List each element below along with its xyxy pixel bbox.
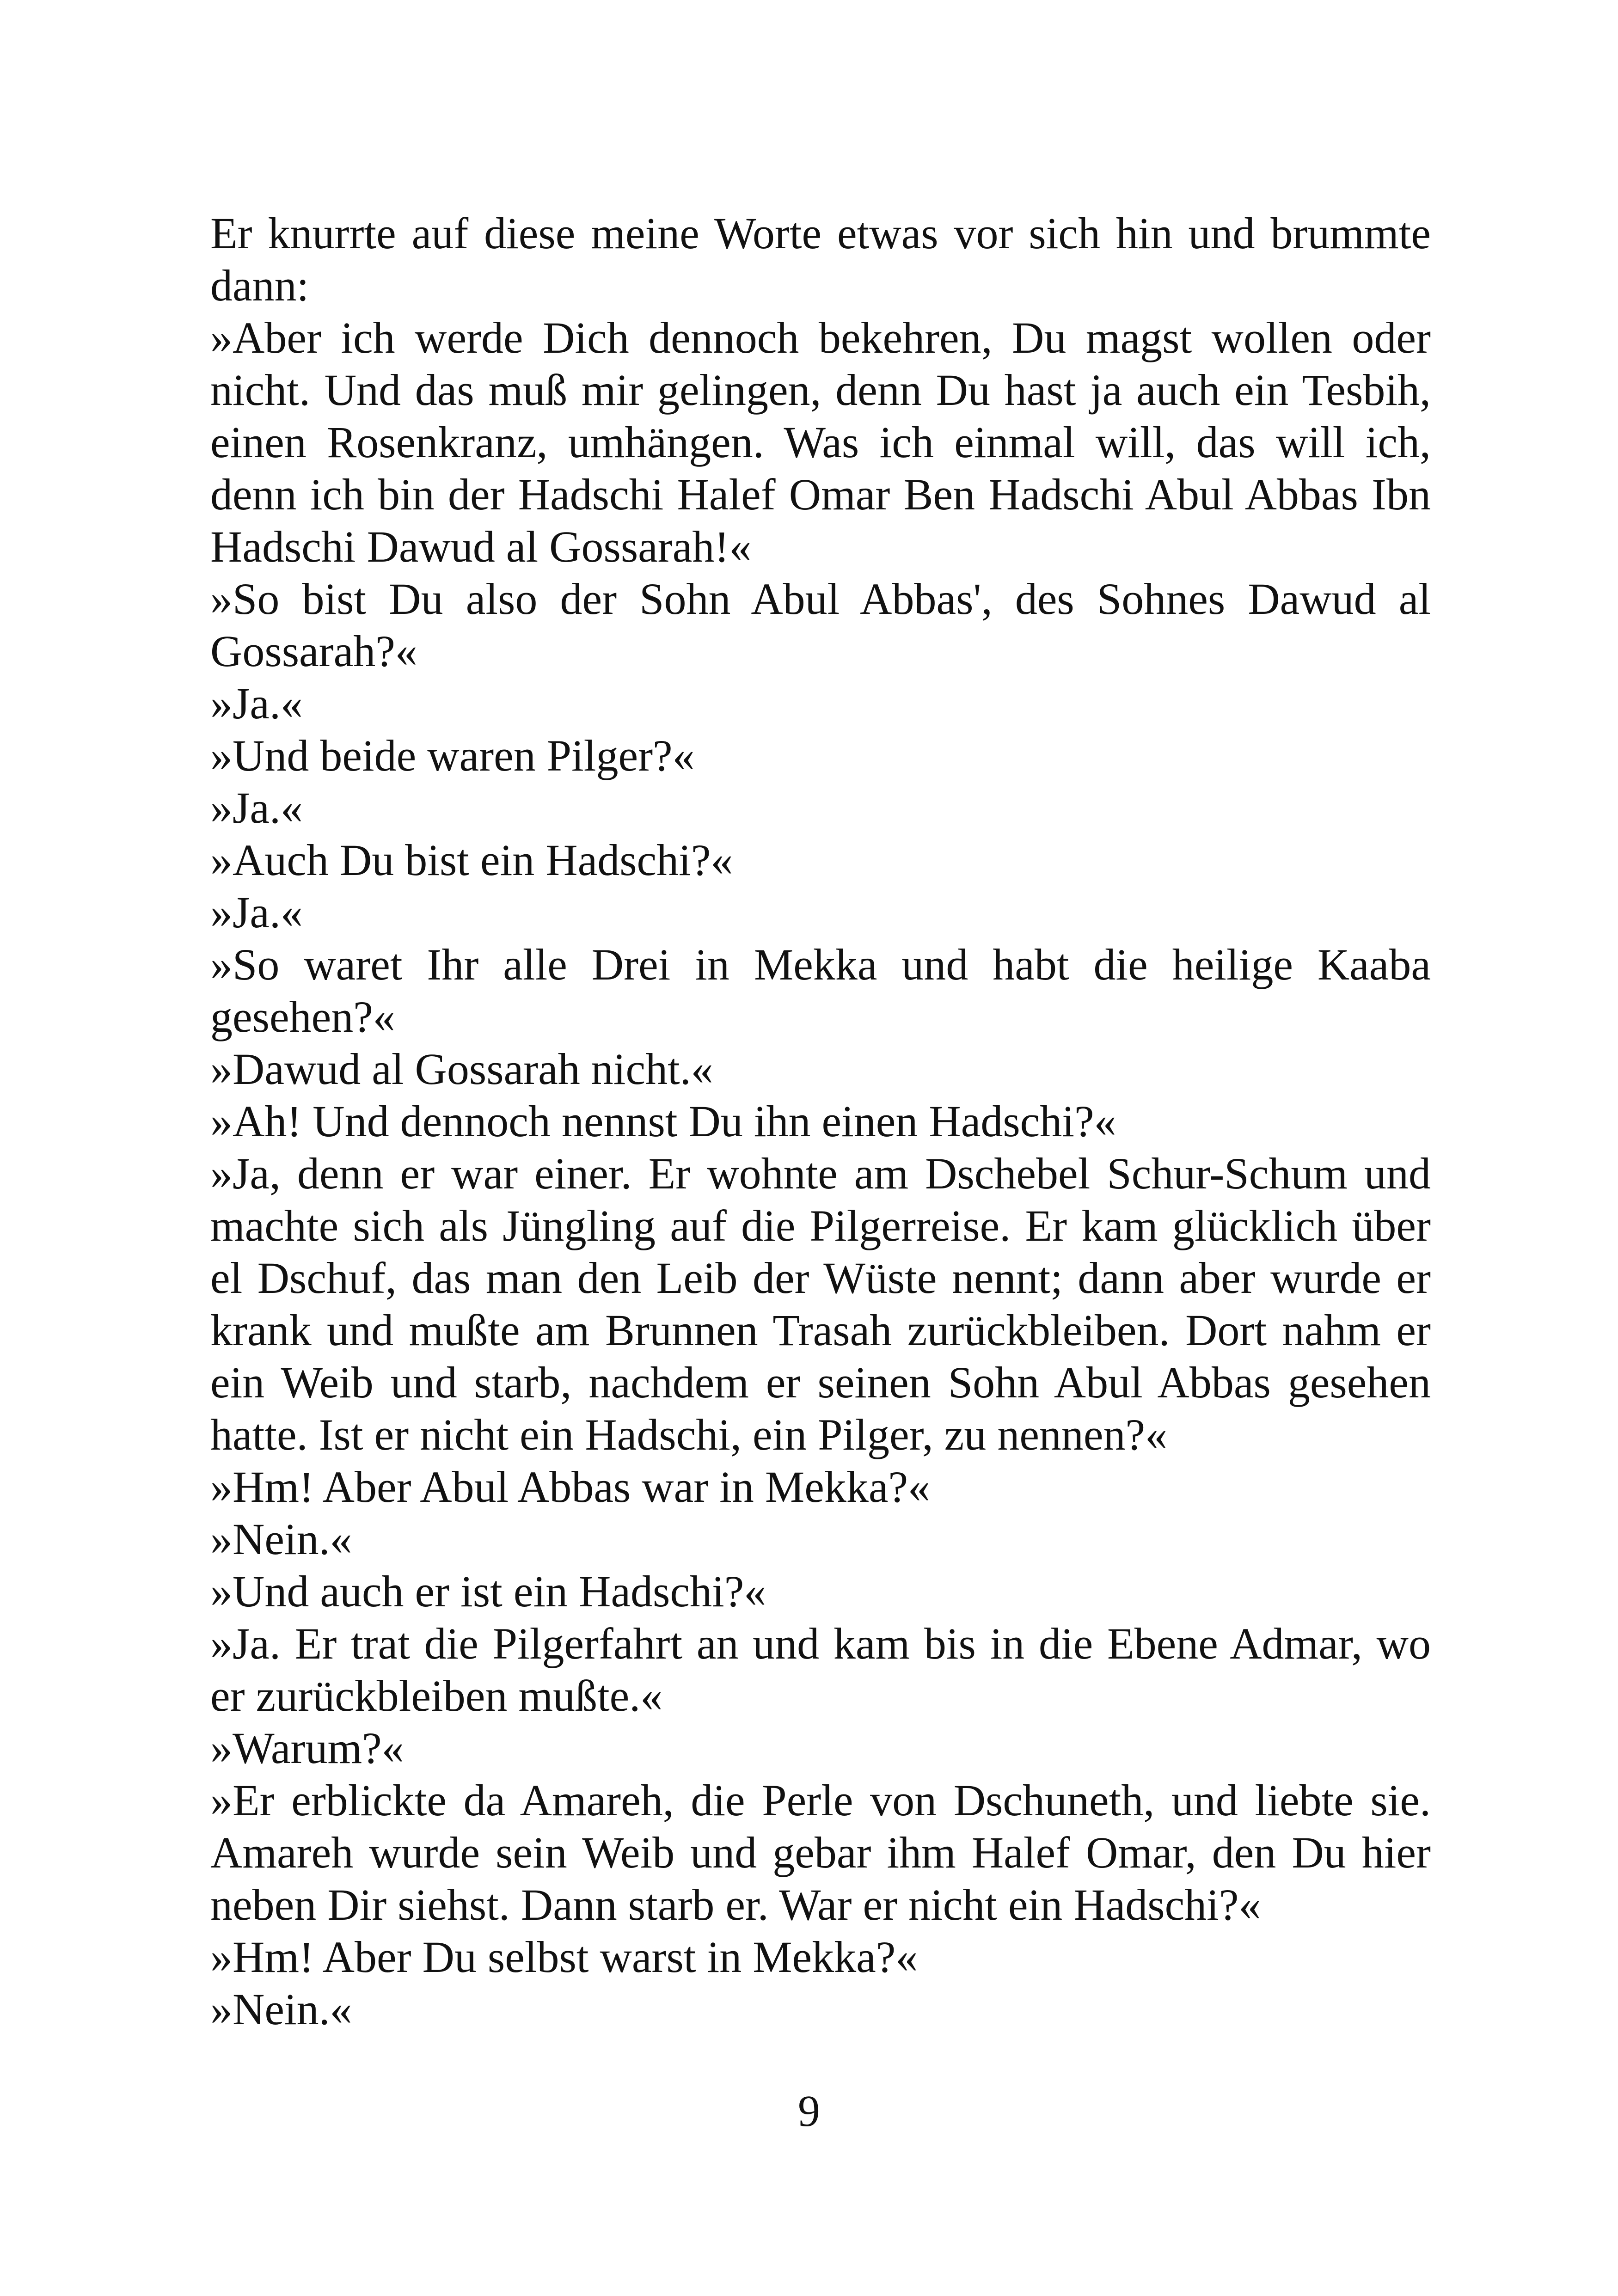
paragraph: Er knurrte auf diese meine Worte etwas vor sich hin und brummte dann: (210, 208, 1431, 310)
page-number: 9 (798, 2086, 820, 2136)
paragraph: »So bist Du also der Sohn Abul Abbas', des Sohnes Dawud al Gossarah?« (210, 574, 1431, 676)
paragraph: »Ah! Und dennoch nennst Du ihn einen Hadschi?« (210, 1096, 1116, 1146)
paragraph: »Und auch er ist ein Hadschi?« (210, 1567, 766, 1616)
paragraph: »Ja, denn er war einer. Er wohnte am Dschebel Schur-Schum und machte sich als Jüngling auf die Pilgerreise. Er kam glücklich über el Dschuf, das man den Leib der Wüste nennt; dann aber wurde er krank und mußte am Brunnen Trasah zurückbleiben. Dort nahm er ein Weib und starb, nachdem er seinen Sohn Abul Abbas gesehen hatte. Ist er nicht ein Hadschi, ein Pilger, zu nennen?« (210, 1149, 1431, 1459)
paragraph: »Ja. Er trat die Pilgerfahrt an und kam bis in die Ebene Admar, wo er zurückbleiben mußte.« (210, 1619, 1431, 1720)
paragraph: »Ja.« (210, 783, 303, 833)
paragraph: »Nein.« (210, 1984, 352, 2034)
paragraph: »Hm! Aber Abul Abbas war in Mekka?« (210, 1462, 931, 1512)
paragraph: »Ja.« (210, 888, 303, 937)
body-text (210, 207, 1431, 2035)
paragraph: »Und beide waren Pilger?« (210, 731, 695, 780)
paragraph: »Nein.« (210, 1514, 352, 1564)
paragraph: »So waret Ihr alle Drei in Mekka und habt die heilige Kaaba gesehen?« (210, 940, 1431, 1041)
paragraph: »Hm! Aber Du selbst warst in Mekka?« (210, 1932, 918, 1982)
paragraph: »Aber ich werde Dich dennoch bekehren, Du magst wollen oder nicht. Und das muß mir gelingen, denn Du hast ja auch ein Tesbih, einen Rosenkranz, umhängen. Was ich einmal will, das will ich, denn ich bin der Hadschi Halef Omar Ben Hadschi Abul Abbas Ibn Hadschi Dawud al Gossarah!« (210, 313, 1431, 571)
paragraph: »Ja.« (210, 679, 303, 728)
paragraph: »Auch Du bist ein Hadschi?« (210, 835, 733, 885)
paragraph: »Er erblickte da Amareh, die Perle von Dschuneth, und liebte sie. Amareh wurde sein Weib und gebar ihm Halef Omar, den Du hier neben Dir siehst. Dann starb er. War er nicht ein Hadschi?« (210, 1776, 1431, 1929)
paragraph: »Warum?« (210, 1723, 404, 1773)
paragraph: »Dawud al Gossarah nicht.« (210, 1044, 713, 1094)
